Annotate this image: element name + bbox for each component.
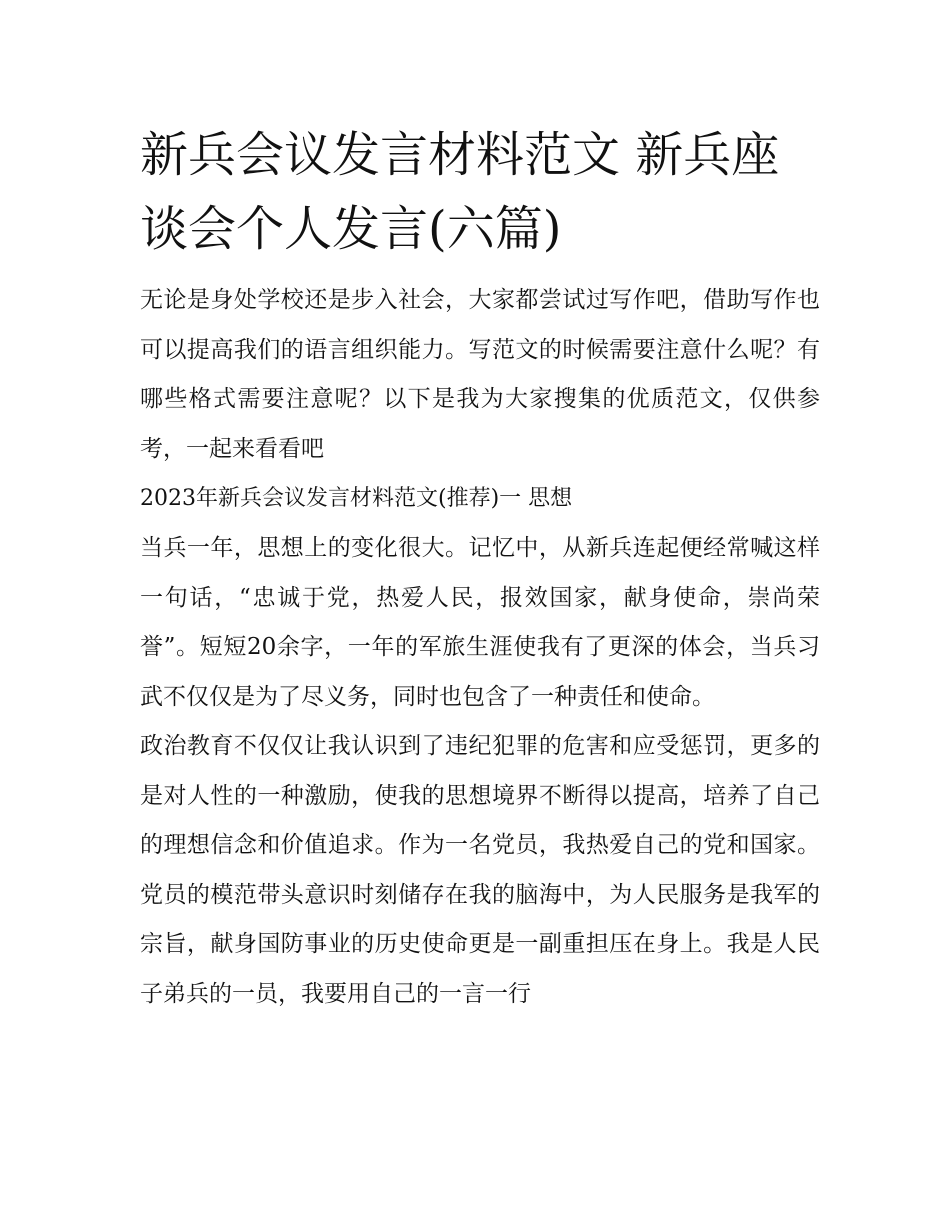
intro-paragraph: 无论是身处学校还是步入社会，大家都尝试过写作吧，借助写作也可以提高我们的语言组织能力。写范文的时候需要注意什么呢？有哪些格式需要注意呢？以下是我为大家搜集的优质范文，仅供参考，一起来看看吧: [140, 287, 820, 462]
section-heading: 2023年新兵会议发言材料范文(推荐)一 思想: [140, 486, 573, 511]
body-paragraph-1: 当兵一年，思想上的变化很大。记忆中，从新兵连起便经常喊这样一句话，“忠诚于党，热爱人民，报效国家，献身使命，崇尚荣誉”。短短20余字，一年的军旅生涯使我有了更深的体会，当兵习武不仅仅是为了尽义务，同时也包含了一种责任和使命。: [140, 535, 820, 710]
document-title: 新兵会议发言材料范文 新兵座谈会个人发言(六篇): [140, 127, 780, 257]
body-paragraph-2: 政治教育不仅仅让我认识到了违纪犯罪的危害和应受惩罚，更多的是对人性的一种激励，使我的思想境界不断得以提高，培养了自己的理想信念和价值追求。作为一名党员，我热爱自己的党和国家。党员的模范带头意识时刻储存在我的脑海中，为人民服务是我军的宗旨，献身国防事业的历史使命更是一副重担压在身上。我是人民子弟兵的一员，我要用自己的一言一行: [140, 733, 820, 1007]
document-body: [140, 276, 820, 1019]
